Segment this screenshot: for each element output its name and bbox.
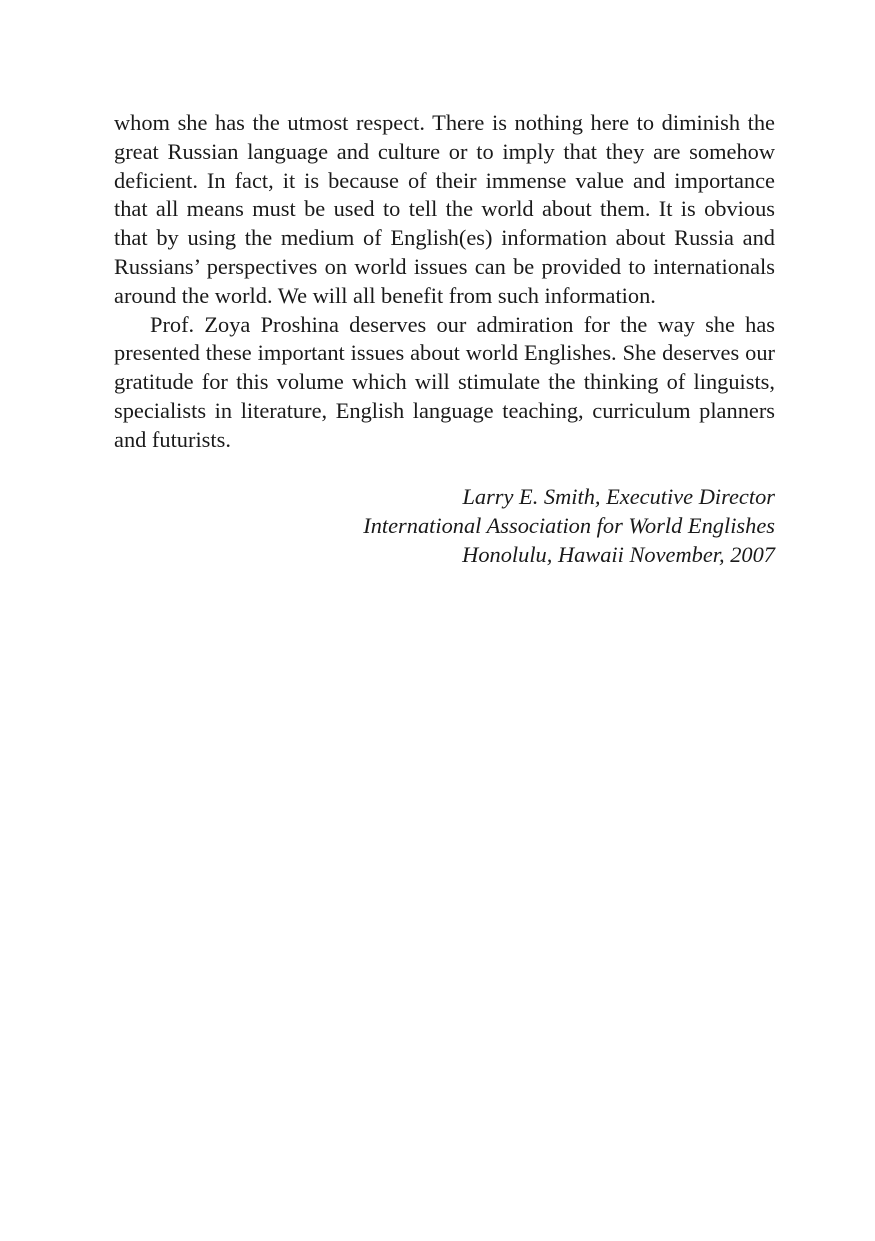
signature-block	[114, 483, 775, 569]
signature-place-date: Honolulu, Hawaii November, 2007	[462, 541, 775, 567]
paragraph-acknowledgement: Prof. Zoya Proshina deserves our admiration for the way she has presented these important issues about world Englishes. She deserves our gratitude for this volume which will stimulate the thinking of linguists, specialists in literature, English language teaching, curriculum planners and futurists.	[114, 311, 775, 452]
signature-organization: International Association for World Englishes	[363, 512, 775, 538]
signature-name: Larry E. Smith, Executive Director	[462, 484, 775, 510]
foreword-text	[114, 109, 775, 569]
paragraph-continuation: whom she has the utmost respect. There is nothing here to diminish the great Russian language and culture or to imply that they are somehow deficient. In fact, it is because of their immense value and importance that all means must be used to tell the world about them. It is obvious that by using the medium of English(es) information about Russia and Russians’ perspectives on world issues can be provided to internationals around the world. We will all benefit from such information.	[114, 110, 775, 308]
